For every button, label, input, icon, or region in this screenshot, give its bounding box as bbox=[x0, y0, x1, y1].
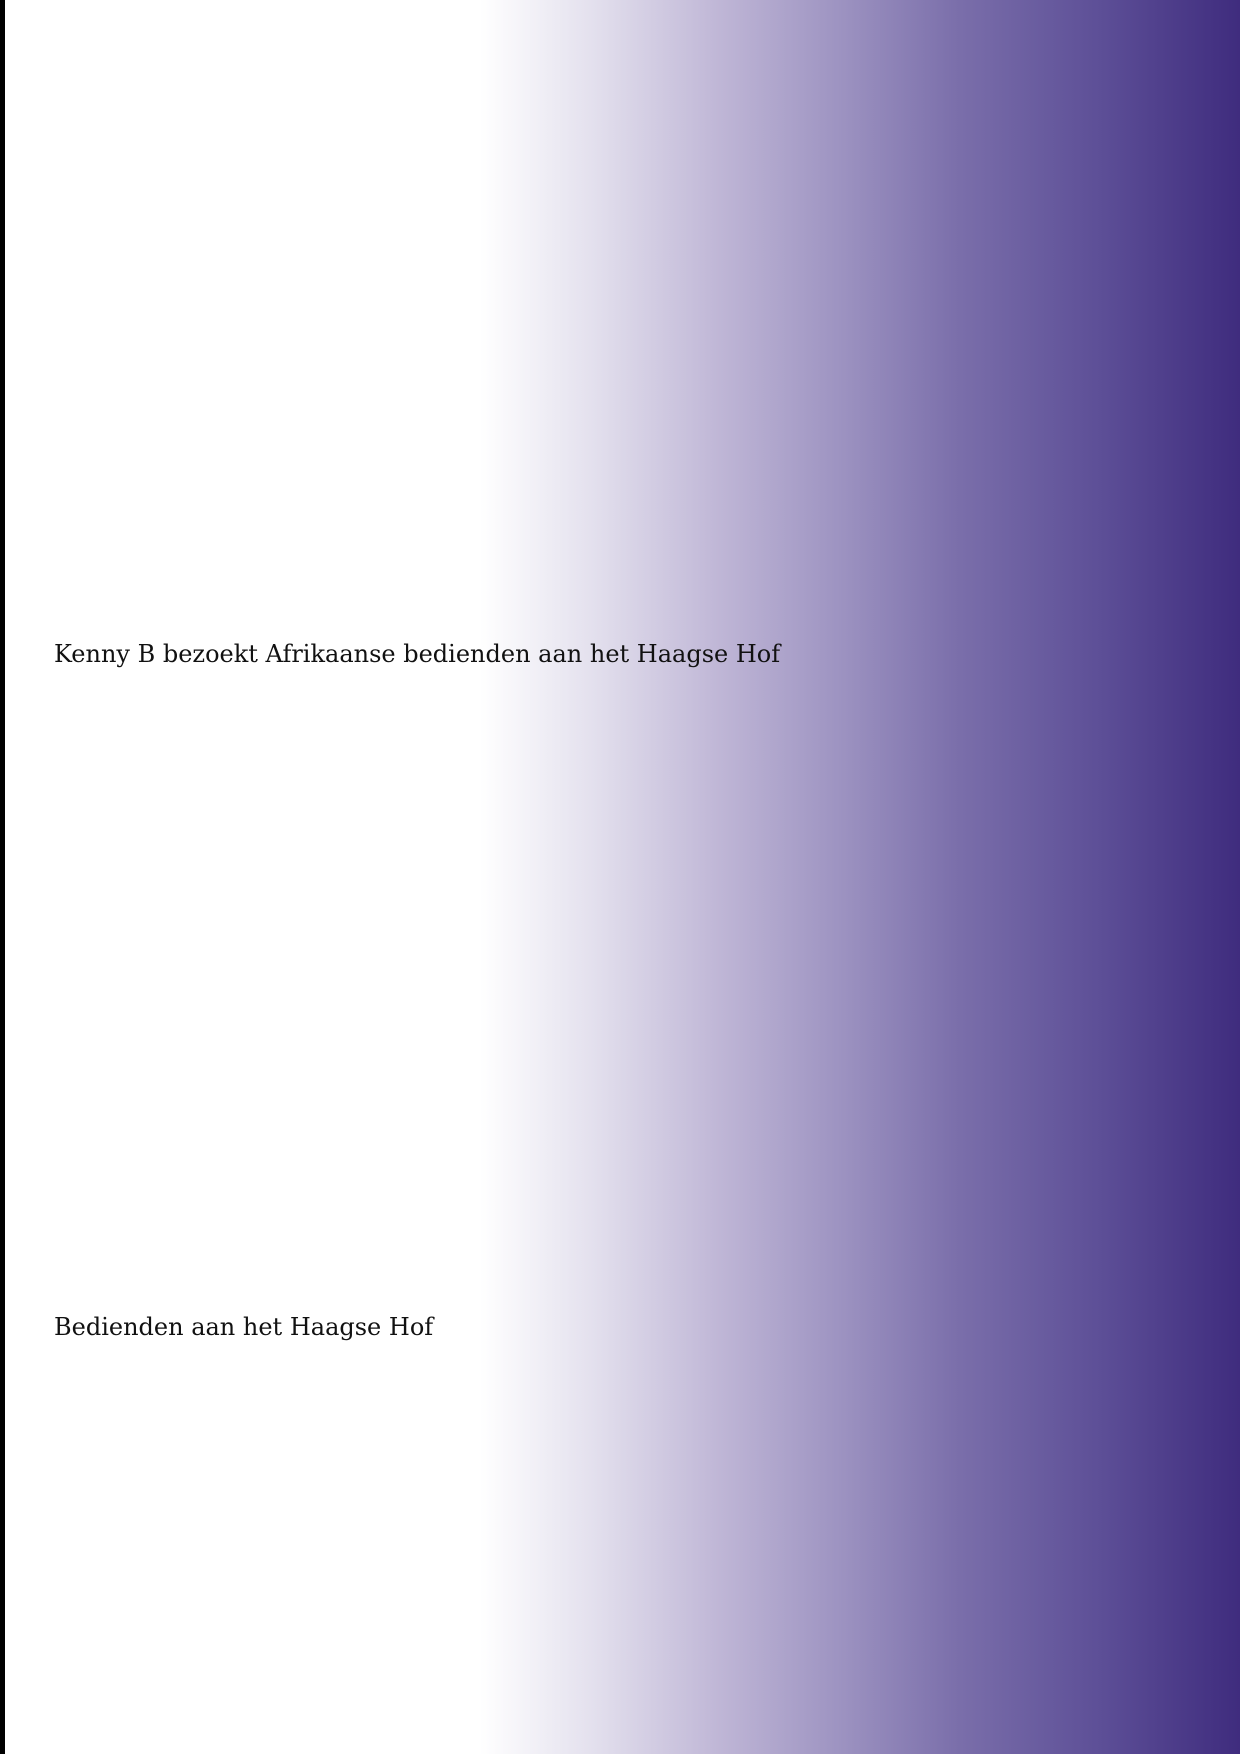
caption-kenny-b: Kenny B bezoekt Afrikaanse bedienden aan het Haagse Hof bbox=[54, 640, 781, 668]
caption-bedienden: Bedienden aan het Haagse Hof bbox=[54, 1313, 434, 1341]
left-edge-border bbox=[0, 0, 5, 1754]
